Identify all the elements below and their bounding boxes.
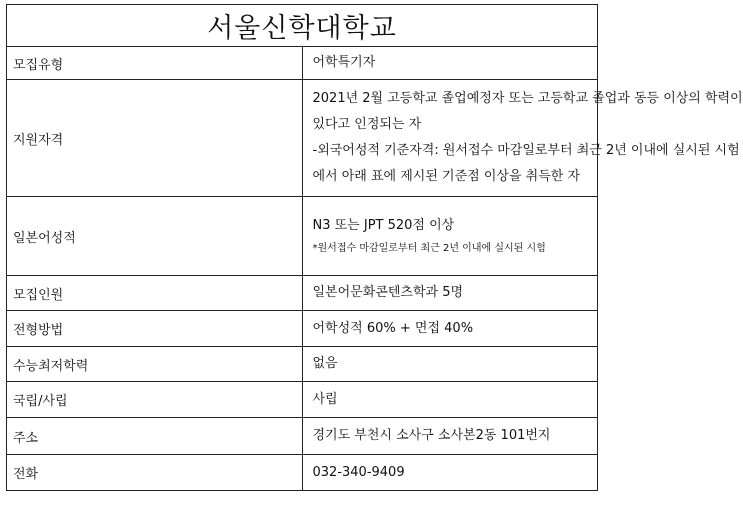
value-recruit-type <box>302 47 598 80</box>
table-row <box>7 418 598 455</box>
value-line: 2021년 2월 고등학교 졸업예정자 또는 고등학교 졸업과 동등 이상의 학력이 <box>312 91 743 106</box>
table-row <box>7 347 598 382</box>
table-row <box>7 47 598 80</box>
table-row <box>7 455 598 491</box>
table-row <box>7 382 598 418</box>
label-phone: 전화 <box>7 455 303 491</box>
table-row <box>7 276 598 311</box>
admission-info-table <box>6 4 743 491</box>
label-quota: 모집인원 <box>7 276 303 311</box>
score-note: *원서접수 마감일로부터 최근 2년 이내에 실시된 시험 <box>312 243 546 254</box>
value-address <box>302 418 598 455</box>
value-line: -외국어성적 기준자격: 원서접수 마감일로부터 최근 2년 이내에 실시된 시험 <box>312 143 740 158</box>
value-line: 경기도 부천시 소사구 소사본2동 101번지 <box>312 428 551 443</box>
university-title: 서울신학대학교 <box>7 5 598 47</box>
value-line: 일본어문화콘텐츠학과 5명 <box>312 285 464 300</box>
value-line: N3 또는 JPT 520점 이상 <box>312 218 455 233</box>
value-line: 사립 <box>312 391 338 407</box>
value-line: 없음 <box>312 356 338 371</box>
label-address: 주소 <box>7 418 303 455</box>
label-recruit-type: 모집유형 <box>7 47 303 80</box>
label-public-private: 국립/사립 <box>7 382 303 418</box>
value-public-private <box>302 382 598 418</box>
value-quota <box>302 276 598 311</box>
table-row <box>7 311 598 347</box>
value-csat-minimum <box>302 347 598 382</box>
value-phone <box>302 455 598 491</box>
value-line: 032-340-9409 <box>312 464 405 480</box>
table-row <box>7 197 598 276</box>
value-line: 어학특기자 <box>312 55 376 70</box>
value-line: 에서 아래 표에 제시된 기준점 이상을 취득한 자 <box>312 169 581 184</box>
label-csat-minimum: 수능최저학력 <box>7 347 303 382</box>
value-selection-method <box>302 311 598 347</box>
value-eligibility <box>302 80 743 197</box>
value-line: 있다고 인정되는 자 <box>312 117 422 132</box>
table-row <box>7 80 598 197</box>
value-japanese-score <box>302 197 598 276</box>
label-eligibility: 지원자격 <box>7 80 303 197</box>
label-japanese-score: 일본어성적 <box>7 197 303 276</box>
title-row <box>7 5 598 47</box>
value-line: 어학성적 60% + 면접 40% <box>312 320 474 336</box>
label-selection-method: 전형방법 <box>7 311 303 347</box>
